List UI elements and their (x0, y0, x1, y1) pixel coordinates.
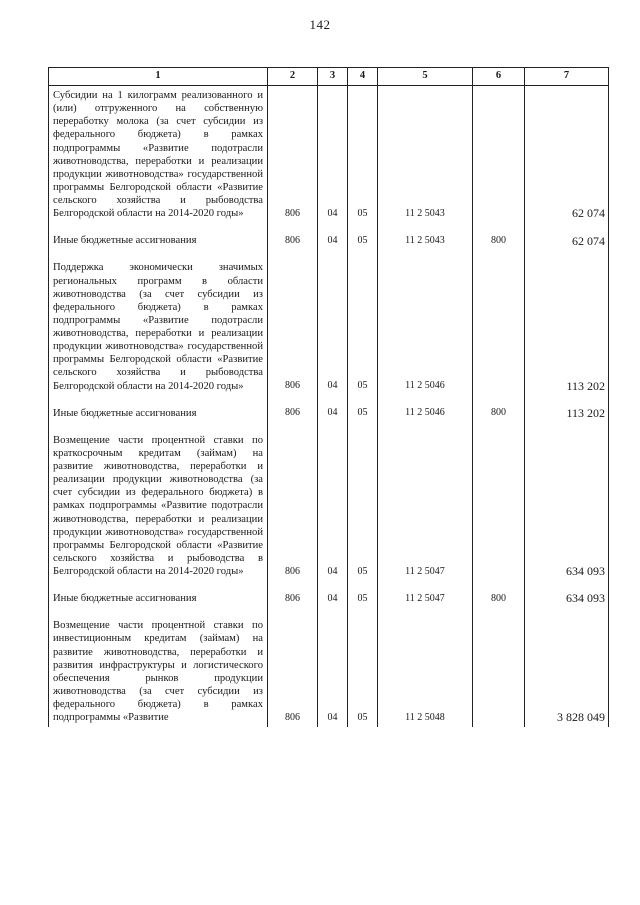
row-subsection-code: 05 (348, 231, 378, 250)
row-target-code: 11 2 5047 (378, 589, 473, 608)
row-amount: 113 202 (525, 404, 609, 423)
row-subsection-code: 05 (348, 616, 378, 727)
row-amount: 62 074 (525, 231, 609, 250)
row-ministry-code: 806 (268, 231, 318, 250)
row-amount: 113 202 (525, 258, 609, 395)
header-col-4: 4 (348, 68, 378, 86)
row-target-code: 11 2 5048 (378, 616, 473, 727)
header-col-5: 5 (378, 68, 473, 86)
table-row (49, 431, 609, 581)
row-ministry-code: 806 (268, 589, 318, 608)
row-expense-type (473, 431, 525, 581)
row-target-code: 11 2 5046 (378, 258, 473, 395)
row-expense-type: 800 (473, 589, 525, 608)
row-expense-type: 800 (473, 231, 525, 250)
row-name: Поддержка экономически значимых региональных программ в области животноводства (за счет субсидии из федерального бюджета) в рамках подпрограммы «Развитие подотрасли животноводства, переработки и реализации продукции животноводства» государственной программы Белгородской области «Развитие сельского хозяйства и рыбоводства Белгородской области на 2014-2020 годы» (49, 258, 268, 395)
row-target-code: 11 2 5043 (378, 231, 473, 250)
table-row (49, 589, 609, 608)
row-section-code: 04 (318, 231, 348, 250)
row-subsection-code: 05 (348, 431, 378, 581)
row-name: Субсидии на 1 килограмм реализованного и (или) отгруженного на собственную переработку молока (за счет субсидии из федерального бюджета) в рамках подпрограммы «Развитие подотрасли животноводства, переработки и реализации продукции животноводства» государственной программы Белгородской области «Развитие сельского хозяйства и рыбоводства Белгородской области на 2014-2020 годы» (49, 86, 268, 224)
row-section-code: 04 (318, 404, 348, 423)
row-amount: 62 074 (525, 86, 609, 224)
budget-table (48, 67, 609, 727)
table-row (49, 86, 609, 224)
header-col-6: 6 (473, 68, 525, 86)
row-subsection-code: 05 (348, 86, 378, 224)
header-col-7: 7 (525, 68, 609, 86)
row-section-code: 04 (318, 86, 348, 224)
row-ministry-code: 806 (268, 86, 318, 224)
row-subsection-code: 05 (348, 589, 378, 608)
row-expense-type: 800 (473, 404, 525, 423)
row-target-code: 11 2 5043 (378, 86, 473, 224)
row-target-code: 11 2 5046 (378, 404, 473, 423)
row-name: Возмещение части процентной ставки по краткосрочным кредитам (займам) на развитие животноводства, переработки и реализации продукции животноводства (за счет субсидии из федерального бюджета) в рамках подпрограммы «Развитие подотрасли животноводства, переработки и реализации продукции животноводства» государственной программы Белгородской области «Развитие сельского хозяйства и рыбоводства в Белгородской области на 2014-2020 годы» (49, 431, 268, 581)
table-row (49, 258, 609, 395)
table-row (49, 404, 609, 423)
header-col-3: 3 (318, 68, 348, 86)
table-row (49, 231, 609, 250)
row-ministry-code: 806 (268, 616, 318, 727)
row-ministry-code: 806 (268, 258, 318, 395)
row-name: Возмещение части процентной ставки по инвестиционным кредитам (займам) на развитие животноводства, переработки и развития инфраструктуры и логистического обеспечения рынков продукции животноводства (за счет субсидии из федерального бюджета) в рамках подпрограммы «Развитие (49, 616, 268, 727)
row-section-code: 04 (318, 431, 348, 581)
row-expense-type (473, 258, 525, 395)
row-section-code: 04 (318, 258, 348, 395)
row-expense-type (473, 86, 525, 224)
page-number: 142 (309, 17, 331, 32)
row-section-code: 04 (318, 616, 348, 727)
row-amount: 634 093 (525, 431, 609, 581)
row-name: Иные бюджетные ассигнования (49, 589, 268, 608)
row-ministry-code: 806 (268, 404, 318, 423)
row-section-code: 04 (318, 589, 348, 608)
row-amount: 3 828 049 (525, 616, 609, 727)
header-col-2: 2 (268, 68, 318, 86)
table-header-row (49, 68, 609, 86)
row-expense-type (473, 616, 525, 727)
header-col-1: 1 (49, 68, 268, 86)
row-name: Иные бюджетные ассигнования (49, 404, 268, 423)
row-subsection-code: 05 (348, 404, 378, 423)
table-row (49, 616, 609, 727)
row-ministry-code: 806 (268, 431, 318, 581)
row-amount: 634 093 (525, 589, 609, 608)
row-name: Иные бюджетные ассигнования (49, 231, 268, 250)
row-subsection-code: 05 (348, 258, 378, 395)
row-target-code: 11 2 5047 (378, 431, 473, 581)
